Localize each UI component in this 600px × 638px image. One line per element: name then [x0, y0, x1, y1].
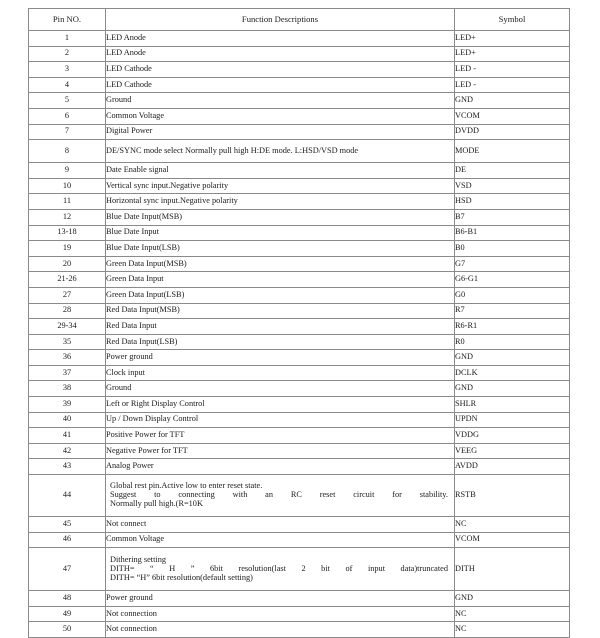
cell-symbol: B7 [455, 209, 570, 225]
cell-function-description: Ground [106, 93, 455, 109]
cell-pin-number: 1 [29, 31, 106, 47]
cell-symbol: G6-G1 [455, 272, 570, 288]
cell-pin-number: 10 [29, 178, 106, 194]
table-row [29, 365, 570, 381]
cell-symbol: DE [455, 163, 570, 179]
cell-symbol: GND [455, 93, 570, 109]
description-line: Global rest pin.Active low to enter reset state. [110, 481, 263, 491]
cell-symbol: VEEG [455, 443, 570, 459]
table-row [29, 334, 570, 350]
table-row [29, 163, 570, 179]
description-line: Dithering setting [110, 554, 166, 564]
table-row [29, 591, 570, 607]
cell-pin-number: 3 [29, 62, 106, 78]
cell-symbol: DITH [455, 548, 570, 591]
cell-symbol: LED+ [455, 31, 570, 47]
cell-function-description: Blue Date Input(MSB) [106, 209, 455, 225]
table-row [29, 209, 570, 225]
cell-symbol: NC [455, 517, 570, 533]
cell-function-description: Left or Right Display Control [106, 397, 455, 413]
column-header-symbol: Symbol [455, 9, 570, 31]
table-row [29, 256, 570, 272]
cell-pin-number: 20 [29, 256, 106, 272]
cell-pin-number: 46 [29, 532, 106, 548]
cell-function-description: Date Enable signal [106, 163, 455, 179]
cell-symbol: R7 [455, 303, 570, 319]
cell-function-description: Green Data Input(LSB) [106, 287, 455, 303]
cell-function-description: Common Voltage [106, 108, 455, 124]
cell-pin-number: 49 [29, 606, 106, 622]
cell-pin-number: 27 [29, 287, 106, 303]
cell-symbol: DCLK [455, 365, 570, 381]
cell-symbol: LED - [455, 62, 570, 78]
column-header-pin: Pin NO. [29, 9, 106, 31]
cell-pin-number: 48 [29, 591, 106, 607]
table-row [29, 303, 570, 319]
cell-function-description: Red Data Input(MSB) [106, 303, 455, 319]
cell-symbol: SHLR [455, 397, 570, 413]
table-row [29, 77, 570, 93]
cell-pin-number: 39 [29, 397, 106, 413]
cell-pin-number: 40 [29, 412, 106, 428]
cell-function-description: Red Data Input [106, 319, 455, 335]
description-line: DITH= “ H ” 6bit resolution(last 2 bit of input data)truncated [110, 563, 448, 573]
cell-symbol: R0 [455, 334, 570, 350]
cell-pin-number: 7 [29, 124, 106, 140]
cell-function-description: Digital Power [106, 124, 455, 140]
cell-pin-number: 9 [29, 163, 106, 179]
cell-symbol: VDDG [455, 428, 570, 444]
cell-function-description: Green Data Input [106, 272, 455, 288]
table-row [29, 124, 570, 140]
cell-symbol: RSTB [455, 475, 570, 517]
multiline-description [106, 480, 454, 511]
table-row [29, 287, 570, 303]
cell-function-description [106, 548, 455, 591]
cell-pin-number: 28 [29, 303, 106, 319]
cell-symbol: R6-R1 [455, 319, 570, 335]
cell-symbol: NC [455, 622, 570, 638]
cell-symbol: G7 [455, 256, 570, 272]
cell-pin-number: 50 [29, 622, 106, 638]
table-row [29, 350, 570, 366]
table-row [29, 46, 570, 62]
cell-function-description: Blue Date Input(LSB) [106, 241, 455, 257]
cell-function-description: Horizontal sync input.Negative polarity [106, 194, 455, 210]
table-row [29, 606, 570, 622]
table-row [29, 31, 570, 47]
cell-function-description: Not connect [106, 517, 455, 533]
cell-pin-number: 21-26 [29, 272, 106, 288]
cell-function-description [106, 475, 455, 517]
table-row [29, 62, 570, 78]
table-row [29, 443, 570, 459]
cell-function-description: Not connection [106, 606, 455, 622]
cell-function-description: Blue Date Input [106, 225, 455, 241]
cell-symbol: LED - [455, 77, 570, 93]
cell-function-description: Green Data Input(MSB) [106, 256, 455, 272]
table-row [29, 475, 570, 517]
cell-pin-number: 38 [29, 381, 106, 397]
cell-symbol: VCOM [455, 108, 570, 124]
cell-function-description: Not connection [106, 622, 455, 638]
table-row [29, 381, 570, 397]
cell-pin-number: 45 [29, 517, 106, 533]
table-row [29, 272, 570, 288]
cell-symbol: NC [455, 606, 570, 622]
table-row [29, 412, 570, 428]
cell-pin-number: 5 [29, 93, 106, 109]
cell-pin-number: 13-18 [29, 225, 106, 241]
cell-symbol: MODE [455, 140, 570, 163]
cell-function-description: Analog Power [106, 459, 455, 475]
table-row [29, 532, 570, 548]
cell-pin-number: 35 [29, 334, 106, 350]
cell-pin-number: 36 [29, 350, 106, 366]
cell-function-description: Common Voltage [106, 532, 455, 548]
cell-function-description: Vertical sync input.Negative polarity [106, 178, 455, 194]
cell-symbol: VSD [455, 178, 570, 194]
cell-function-description: LED Anode [106, 31, 455, 47]
cell-function-description: Negative Power for TFT [106, 443, 455, 459]
cell-symbol: B0 [455, 241, 570, 257]
cell-symbol: UPDN [455, 412, 570, 428]
table-row [29, 319, 570, 335]
description-line: DITH= “H” 6bit resolution(default setting) [110, 572, 253, 582]
cell-pin-number: 37 [29, 365, 106, 381]
cell-symbol: G0 [455, 287, 570, 303]
table-row [29, 548, 570, 591]
multiline-description [106, 554, 454, 585]
cell-function-description: Power ground [106, 591, 455, 607]
table-row [29, 517, 570, 533]
cell-pin-number: 11 [29, 194, 106, 210]
pin-description-table-container [28, 8, 569, 638]
cell-symbol: LED+ [455, 46, 570, 62]
column-header-function: Function Descriptions [106, 9, 455, 31]
cell-function-description: LED Cathode [106, 77, 455, 93]
cell-pin-number: 12 [29, 209, 106, 225]
cell-pin-number: 47 [29, 548, 106, 591]
cell-pin-number: 41 [29, 428, 106, 444]
cell-pin-number: 29-34 [29, 319, 106, 335]
table-row [29, 241, 570, 257]
cell-symbol: AVDD [455, 459, 570, 475]
cell-pin-number: 4 [29, 77, 106, 93]
cell-pin-number: 2 [29, 46, 106, 62]
table-row [29, 397, 570, 413]
cell-function-description: Clock input [106, 365, 455, 381]
cell-function-description: LED Cathode [106, 62, 455, 78]
cell-symbol: GND [455, 350, 570, 366]
table-row [29, 140, 570, 163]
cell-function-description: Ground [106, 381, 455, 397]
cell-function-description: Power ground [106, 350, 455, 366]
table-row [29, 225, 570, 241]
cell-function-description: DE/SYNC mode select Normally pull high H:DE mode. L:HSD/VSD mode [106, 140, 455, 163]
cell-function-description: LED Anode [106, 46, 455, 62]
table-row [29, 194, 570, 210]
cell-function-description: Positive Power for TFT [106, 428, 455, 444]
cell-symbol: VCOM [455, 532, 570, 548]
cell-pin-number: 42 [29, 443, 106, 459]
table-header [29, 9, 570, 31]
table-row [29, 108, 570, 124]
table-row [29, 459, 570, 475]
pin-description-table [28, 8, 570, 638]
cell-symbol: DVDD [455, 124, 570, 140]
cell-symbol: GND [455, 381, 570, 397]
cell-function-description: Up / Down Display Control [106, 412, 455, 428]
cell-symbol: HSD [455, 194, 570, 210]
table-row [29, 428, 570, 444]
table-body [29, 31, 570, 638]
cell-symbol: B6-B1 [455, 225, 570, 241]
cell-pin-number: 8 [29, 140, 106, 163]
cell-pin-number: 19 [29, 241, 106, 257]
cell-function-description: Red Data Input(LSB) [106, 334, 455, 350]
cell-symbol: GND [455, 591, 570, 607]
cell-pin-number: 44 [29, 475, 106, 517]
table-row [29, 178, 570, 194]
header-row [29, 9, 570, 31]
description-line: Suggest to connecting with an RC reset circuit for stability. [110, 490, 448, 500]
table-row [29, 622, 570, 638]
description-line: Normally pull high.(R=10K [110, 499, 203, 508]
table-row [29, 93, 570, 109]
cell-pin-number: 43 [29, 459, 106, 475]
cell-pin-number: 6 [29, 108, 106, 124]
